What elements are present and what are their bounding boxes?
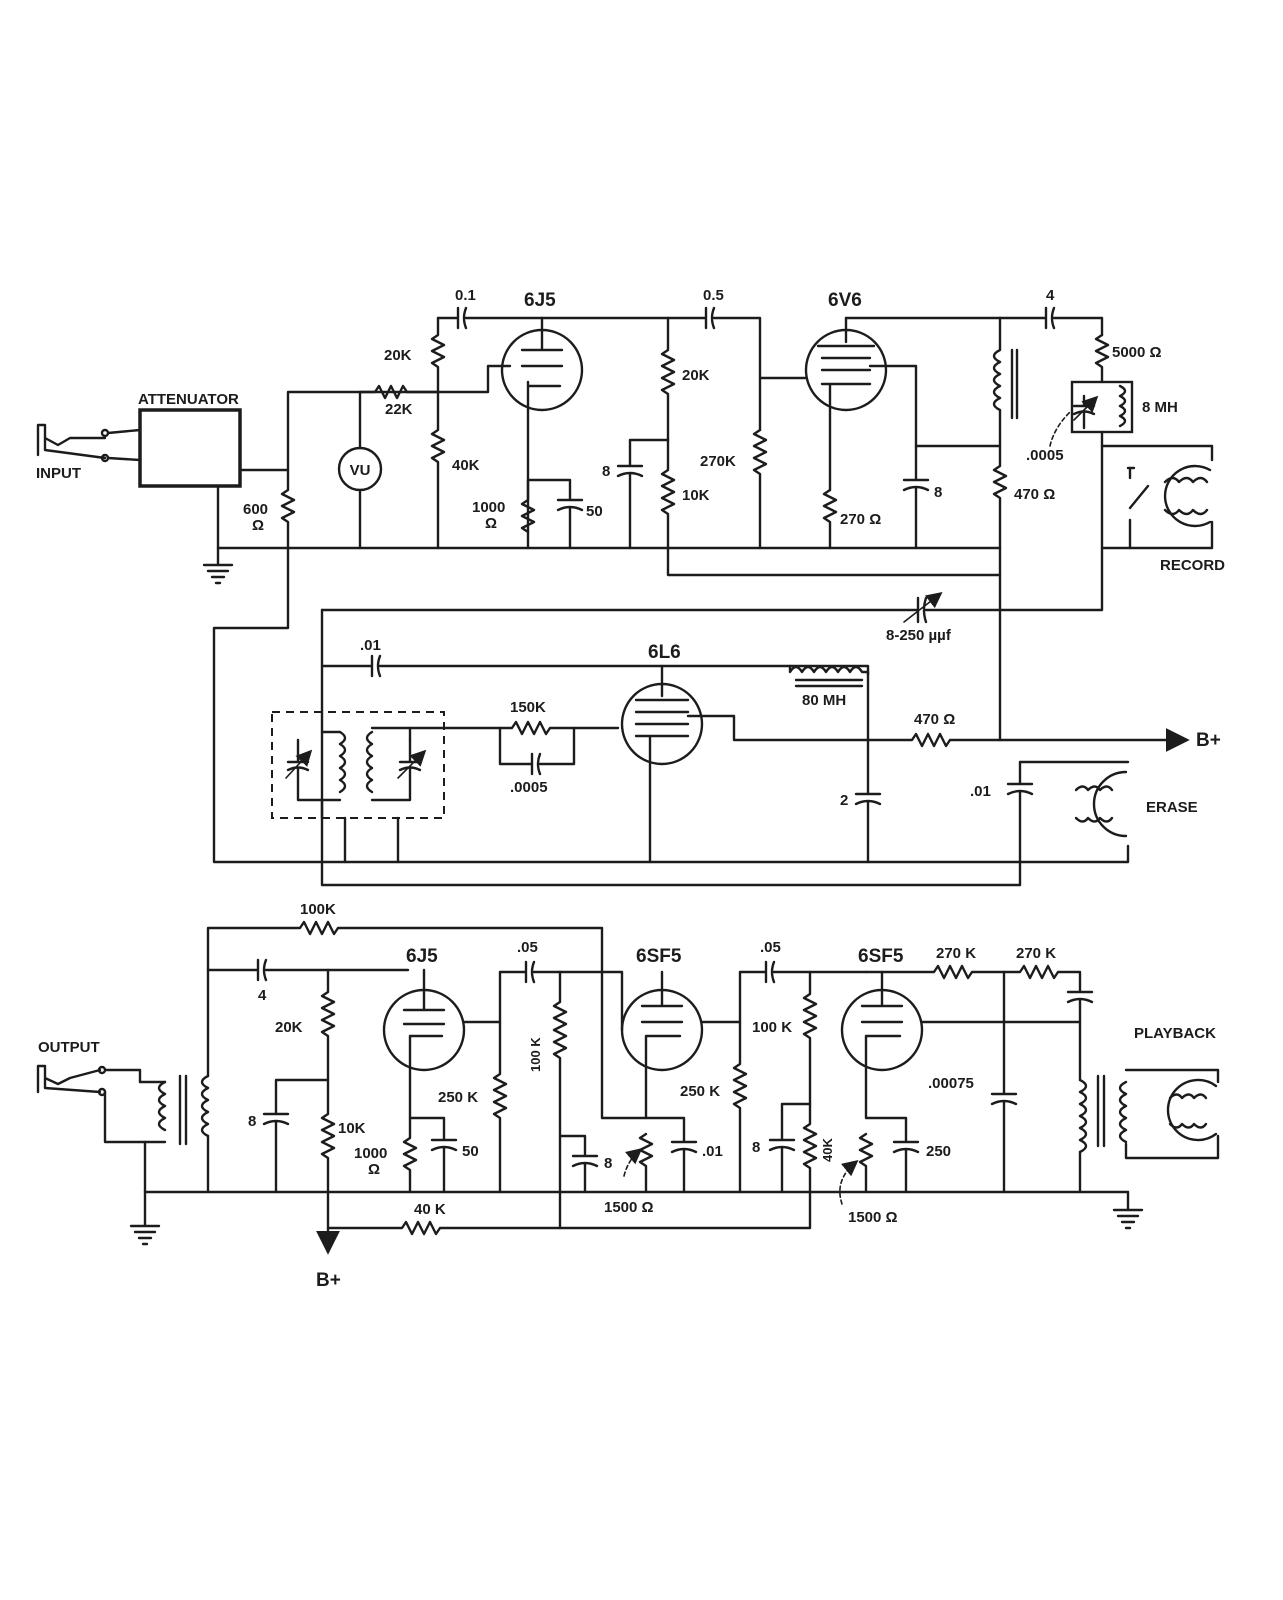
r-pb-1500-a: 1500 Ω	[604, 1199, 654, 1216]
vu-label: VU	[349, 462, 371, 479]
r-grid-270k: 270K	[700, 453, 736, 470]
attenuator-label: ATTENUATOR	[138, 391, 239, 408]
c-pb-01: .01	[702, 1143, 723, 1160]
c-decouple-8: 8	[602, 463, 611, 480]
c-pb-8a: 8	[248, 1113, 257, 1130]
c-out-4: 4	[1046, 287, 1055, 304]
r-decouple-10k: 10K	[682, 487, 710, 504]
r-pb-cath-unit: Ω	[368, 1161, 381, 1178]
ground-icon-playback	[1114, 1192, 1142, 1228]
r-20k-series: 20K	[384, 347, 412, 364]
tube-6j5-label: 6J5	[524, 290, 556, 311]
r-pb-1500-b: 1500 Ω	[848, 1209, 898, 1226]
r-pb-270k-b: 270 K	[1016, 945, 1057, 962]
c-pb-cath-50: 50	[462, 1143, 479, 1160]
c-01-value: 0.1	[455, 287, 476, 304]
r-plate-20k: 20K	[682, 367, 710, 384]
c-pb-05b: .05	[760, 939, 781, 956]
c-osc-0005: .0005	[510, 779, 548, 796]
ground-icon-output	[131, 1192, 159, 1244]
oscillator-section	[214, 548, 1221, 885]
output-label: OUTPUT	[38, 1039, 100, 1056]
c-pb-05a: .05	[517, 939, 538, 956]
c-erase-01: .01	[970, 783, 991, 800]
r-40k-grid: 40K	[452, 457, 480, 474]
playback-head-icon	[1168, 1080, 1216, 1140]
r-470-bplus: 470 Ω	[914, 711, 956, 728]
c-pb-8c: 8	[752, 1139, 761, 1156]
c-cathode-50: 50	[586, 503, 603, 520]
tube-6sf5-a-label: 6SF5	[636, 946, 682, 967]
r-470-record: 470 Ω	[1014, 486, 1056, 503]
c-pb-250: 250	[926, 1143, 952, 1160]
c-2: 2	[840, 792, 849, 809]
record-head-icon	[1165, 466, 1210, 526]
r-150k: 150K	[510, 699, 546, 716]
r-pb-40k-v: 40K	[820, 1138, 835, 1162]
ground-icon	[204, 548, 232, 583]
bplus-bottom-label: B+	[316, 1270, 341, 1291]
attenuator-box	[140, 410, 240, 486]
erase-head-icon	[1076, 772, 1126, 836]
input-jack	[38, 425, 140, 461]
r-pb-20k: 20K	[275, 1019, 303, 1036]
r-cathode-1000: 1000	[472, 499, 506, 516]
c-pb-4: 4	[258, 987, 267, 1004]
output-transformer-icon	[159, 1076, 208, 1144]
r-22k: 22K	[385, 401, 413, 418]
r-cathode-270: 270 Ω	[840, 511, 882, 528]
r-pb-270k-a: 270 K	[936, 945, 977, 962]
c-pb-00075: .00075	[928, 1075, 974, 1092]
r-cathode-1000-unit: Ω	[485, 515, 498, 532]
c-05-value: 0.5	[703, 287, 724, 304]
tube-6l6-label: 6L6	[648, 642, 681, 663]
r-600-unit: Ω	[252, 517, 265, 534]
bplus-right-label: B+	[1196, 730, 1221, 751]
r-600-value: 600	[243, 501, 269, 518]
r-pb-100k-b: 100 K	[752, 1019, 793, 1036]
r-pb-cath-1000: 1000	[354, 1145, 388, 1162]
choke-icon	[994, 318, 1017, 440]
tube-6v6-label: 6V6	[828, 290, 862, 311]
c-0005-trap: .0005	[1026, 447, 1064, 464]
r-fb-100k: 100K	[300, 901, 336, 918]
r-pb-100k-a: 100 K	[528, 1037, 543, 1072]
c-trimmer: 8-250 µµf	[886, 627, 951, 644]
r-pb-10k: 10K	[338, 1120, 366, 1137]
r-pb-250k-a: 250 K	[438, 1089, 479, 1106]
l-80mh: 80 MH	[802, 692, 847, 709]
input-label: INPUT	[36, 465, 81, 482]
c-cathode-8: 8	[934, 484, 943, 501]
tube-6j5-pb-label: 6J5	[406, 946, 438, 967]
record-label: RECORD	[1160, 557, 1226, 574]
playback-section	[38, 901, 1218, 1291]
r-pb-250k-b: 250 K	[680, 1083, 721, 1100]
tube-6sf5-b-label: 6SF5	[858, 946, 904, 967]
l-8mh: 8 MH	[1142, 399, 1178, 416]
playback-transformer-icon	[1080, 1076, 1126, 1152]
c-pb-8b: 8	[604, 1155, 613, 1172]
r-pb-40k-h: 40 K	[414, 1201, 446, 1218]
c-osc-01: .01	[360, 637, 381, 654]
erase-label: ERASE	[1146, 799, 1198, 816]
output-jack	[38, 1066, 165, 1142]
playback-label: PLAYBACK	[1134, 1025, 1216, 1042]
r-5000: 5000 Ω	[1112, 344, 1162, 361]
